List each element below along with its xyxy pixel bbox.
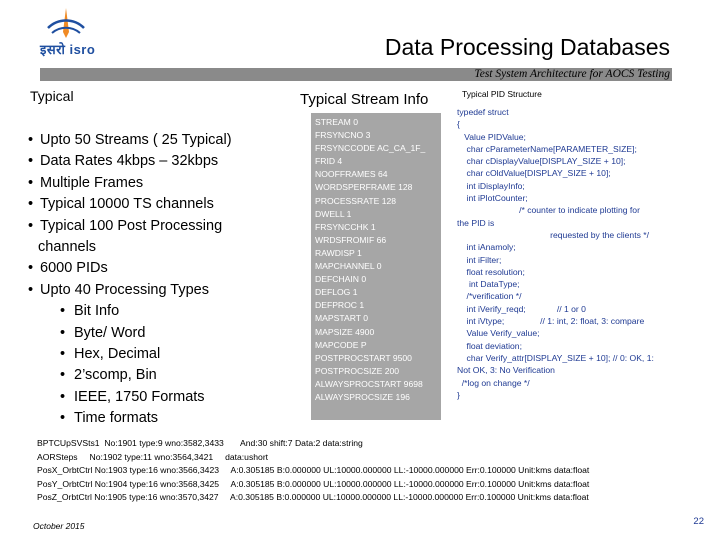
list-item-text: Byte/ Word: [74, 324, 146, 341]
code-line: Not OK, 3: No Verification: [457, 365, 555, 376]
code-line: requested by the clients */: [457, 229, 650, 240]
list-item: [28, 387, 288, 408]
bullet-icon: •: [28, 174, 34, 191]
list-item-text: Typical 100 Post Processing: [40, 217, 223, 234]
list-item: [28, 408, 288, 429]
code-line: int iVerify_reqd; // 1 or 0: [457, 303, 586, 314]
stream-line: FRSYNCCODE AC_CA_1F_: [315, 143, 426, 154]
list-item-text: Upto 50 Streams ( 25 Typical): [40, 132, 232, 148]
stream-line: WORDSPERFRAME 128: [315, 182, 413, 193]
code-line: int iPlotCounter;: [457, 193, 528, 204]
stream-info-box: [311, 113, 441, 420]
code-line: int iFilter;: [457, 254, 502, 265]
code-line: Value PIDValue;: [457, 131, 526, 142]
code-line: }: [457, 389, 460, 400]
code-line: int iAnamoly;: [457, 242, 516, 253]
stream-line: ALWAYSPROCSIZE 196: [315, 391, 410, 402]
isro-logo: [28, 6, 106, 56]
list-item: [28, 323, 288, 344]
stream-line: FRID 4: [315, 156, 343, 167]
code-line: the PID is: [457, 217, 495, 228]
stream-line: MAPSIZE 4900: [315, 326, 375, 337]
code-line: char Verify_attr[DISPLAY_SIZE + 10]; // 0: OK, 1:: [457, 352, 654, 363]
stream-line: NOOFFRAMES 64: [315, 169, 388, 180]
bullet-icon: •: [28, 132, 34, 148]
bullet-icon: •: [60, 324, 66, 341]
code-line: float resolution;: [457, 266, 525, 277]
code-line: typedef struct: [457, 107, 509, 117]
list-item: [28, 301, 288, 322]
list-item: [28, 237, 288, 258]
page-number: 22: [693, 516, 704, 527]
stream-line: DEFCHAIN 0: [315, 274, 367, 285]
code-line: float deviation;: [457, 340, 522, 351]
stream-line: FRSYNCNO 3: [315, 130, 371, 141]
list-item: [28, 194, 288, 215]
stream-line: MAPCODE P: [315, 339, 367, 350]
bullet-icon: •: [28, 281, 34, 298]
code-line: char cParameterName[PARAMETER_SIZE];: [457, 143, 637, 154]
list-item: [28, 216, 288, 237]
footer-date: October 2015: [33, 521, 85, 531]
log-line: AORSteps No:1902 type:11 wno:3564,3421 data:ushort: [37, 451, 269, 462]
list-item: [28, 365, 288, 386]
code-line: /*verification */: [457, 291, 522, 302]
bullet-icon: •: [28, 217, 34, 234]
stream-heading: Typical Stream Info: [300, 91, 429, 108]
page-title: Data Processing Databases: [384, 34, 670, 60]
left-heading: Typical: [30, 88, 74, 104]
list-item-text: 6000 PIDs: [40, 260, 108, 277]
code-line: /*log on change */: [457, 377, 530, 388]
log-line: PosX_OrbtCtrl No:1903 type:16 wno:3566,3423 A:0.305185 B:0.000000 UL:10000.000000 LL:-10000.000000 Err:0.100000 Unit:kms data:float: [37, 465, 590, 476]
code-line: int iVtype; // 1: int, 2: float, 3: compare: [457, 316, 645, 327]
list-item: [28, 130, 288, 151]
logo-text: इसरो isro: [40, 42, 96, 57]
list-item: [28, 280, 288, 301]
code-line: int iDisplayInfo;: [457, 180, 525, 191]
code-line: char cDisplayValue[DISPLAY_SIZE + 10];: [457, 156, 626, 167]
stream-line: ALWAYSPROCSTART 9698: [315, 378, 423, 389]
list-item-text: Bit Info: [74, 303, 120, 320]
list-item-text: Multiple Frames: [40, 174, 144, 191]
code-line: int DataType;: [457, 279, 520, 290]
bullet-icon: •: [60, 367, 66, 384]
list-item-text: Upto 40 Processing Types: [40, 281, 209, 298]
list-item: [28, 151, 288, 172]
log-line: PosZ_OrbtCtrl No:1905 type:16 wno:3570,3427 A:0.305185 B:0.000000 UL:10000.000000 LL:-10000.000000 Err:0.100000 Unit:kms data:float: [37, 492, 589, 503]
stream-line: POSTPROCSIZE 200: [315, 365, 400, 376]
list-item-text: Hex, Decimal: [74, 346, 161, 363]
list-item-text: IEEE, 1750 Formats: [74, 388, 205, 405]
stream-line: DWELL 1: [315, 208, 352, 219]
pid-structure-code: [457, 106, 689, 401]
stream-line: RAWDISP 1: [315, 247, 362, 258]
stream-line: POSTPROCSTART 9500: [315, 352, 412, 363]
stream-line: DEFLOG 1: [315, 287, 358, 298]
bullet-icon: •: [28, 153, 34, 170]
list-item: [28, 344, 288, 365]
bullet-icon: •: [60, 303, 66, 320]
list-item-text: Data Rates 4kbps – 32kbps: [40, 153, 219, 170]
list-item: [28, 173, 288, 194]
list-item: [28, 258, 288, 279]
stream-line: FRSYNCCHK 1: [315, 221, 376, 232]
stream-line: PROCESSRATE 128: [315, 195, 397, 206]
log-line: PosY_OrbtCtrl No:1904 type:16 wno:3568,3425 A:0.305185 B:0.000000 UL:10000.000000 LL:-10000.000000 Err:0.100000 Unit:kms data:float: [37, 478, 590, 489]
isro-logo-icon: [44, 6, 88, 40]
page-subtitle: Test System Architecture for AOCS Testing: [474, 68, 670, 80]
stream-line: DEFPROC 1: [315, 300, 365, 311]
typical-feature-list: [28, 130, 288, 430]
bullet-icon: •: [28, 196, 34, 213]
pid-heading: Typical PID Structure: [462, 89, 542, 99]
list-item-text: channels: [38, 239, 97, 256]
list-item-text: Time formats: [74, 410, 159, 427]
bullet-icon: •: [60, 410, 66, 427]
stream-line: MAPSTART 0: [315, 313, 369, 324]
log-line: BPTCUpSVSts1 No:1901 type:9 wno:3582,3433 And:30 shift:7 Data:2 data:string: [37, 438, 363, 448]
pid-log-listing: [37, 437, 687, 505]
bullet-icon: •: [28, 260, 34, 277]
stream-line: STREAM 0: [315, 117, 358, 127]
code-line: {: [457, 119, 460, 130]
stream-line: MAPCHANNEL 0: [315, 261, 382, 272]
code-line: char cOldValue[DISPLAY_SIZE + 10];: [457, 168, 611, 179]
code-line: /* counter to indicate plotting for: [457, 205, 640, 216]
code-line: Value Verify_value;: [457, 328, 540, 339]
list-item-text: Typical 10000 TS channels: [40, 196, 214, 213]
bullet-icon: •: [60, 388, 66, 405]
list-item-text: 2’scomp, Bin: [74, 367, 157, 384]
stream-line: WRDSFROMIF 66: [315, 234, 387, 245]
bullet-icon: •: [60, 346, 66, 363]
